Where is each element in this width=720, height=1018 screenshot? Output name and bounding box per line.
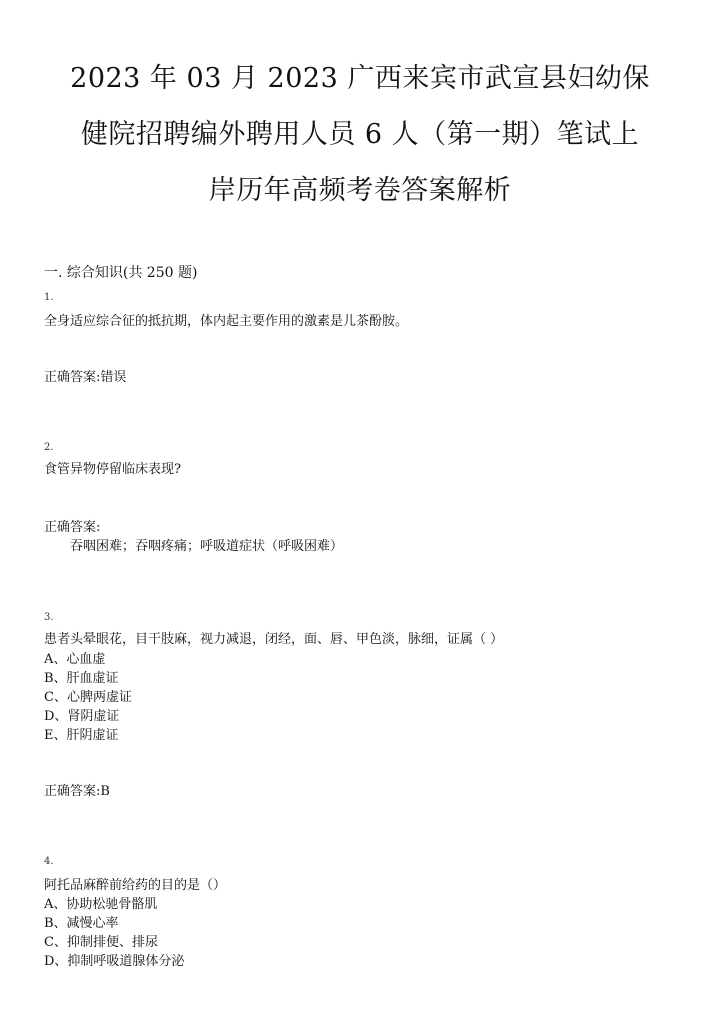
- question-4-text: 阿托品麻醉前给药的目的是（）: [44, 878, 227, 893]
- question-2-answer-label: 正确答案:: [44, 520, 101, 535]
- question-4-option-c: C、抑制排便、排尿: [44, 935, 158, 950]
- question-4-option-b: B、减慢心率: [44, 916, 119, 931]
- question-3-option-a: A、心血虚: [44, 652, 106, 667]
- question-4-option-a: A、协助松驰骨骼肌: [44, 897, 158, 912]
- question-3-option-c: C、心脾两虚证: [44, 690, 132, 705]
- document-title-line-1: 2023 年 03 月 2023 广西来宾市武宣县妇幼保: [70, 63, 650, 94]
- question-3-number: 3.: [44, 612, 54, 623]
- document-title-line-2: 健院招聘编外聘用人员 6 人（第一期）笔试上: [80, 119, 640, 150]
- question-3-option-d: D、肾阴虚证: [44, 709, 120, 724]
- question-4-option-d: D、抑制呼吸道腺体分泌: [44, 954, 185, 969]
- question-1-text: 全身适应综合征的抵抗期，体内起主要作用的激素是儿茶酚胺。: [44, 314, 409, 329]
- question-3-option-b: B、肝血虚证: [44, 671, 119, 686]
- question-1-number: 1.: [44, 292, 54, 303]
- question-3-text: 患者头晕眼花，目干肢麻，视力减退，闭经，面、唇、甲色淡，脉细，证属（ ）: [44, 632, 504, 647]
- question-2-number: 2.: [44, 442, 54, 453]
- section-heading: 一. 综合知识(共 250 题): [44, 265, 198, 281]
- question-2-text: 食管异物停留临床表现?: [44, 462, 181, 477]
- question-3-option-e: E、肝阴虚证: [44, 728, 119, 743]
- question-2-answer-detail: 吞咽困难；吞咽疼痛；呼吸道症状（呼吸困难）: [70, 539, 344, 554]
- question-1-answer: 正确答案:错误: [44, 370, 127, 385]
- question-4-number: 4.: [44, 856, 54, 867]
- question-3-answer: 正确答案:B: [44, 784, 110, 799]
- document-title-line-3: 岸历年高频考卷答案解析: [208, 175, 512, 206]
